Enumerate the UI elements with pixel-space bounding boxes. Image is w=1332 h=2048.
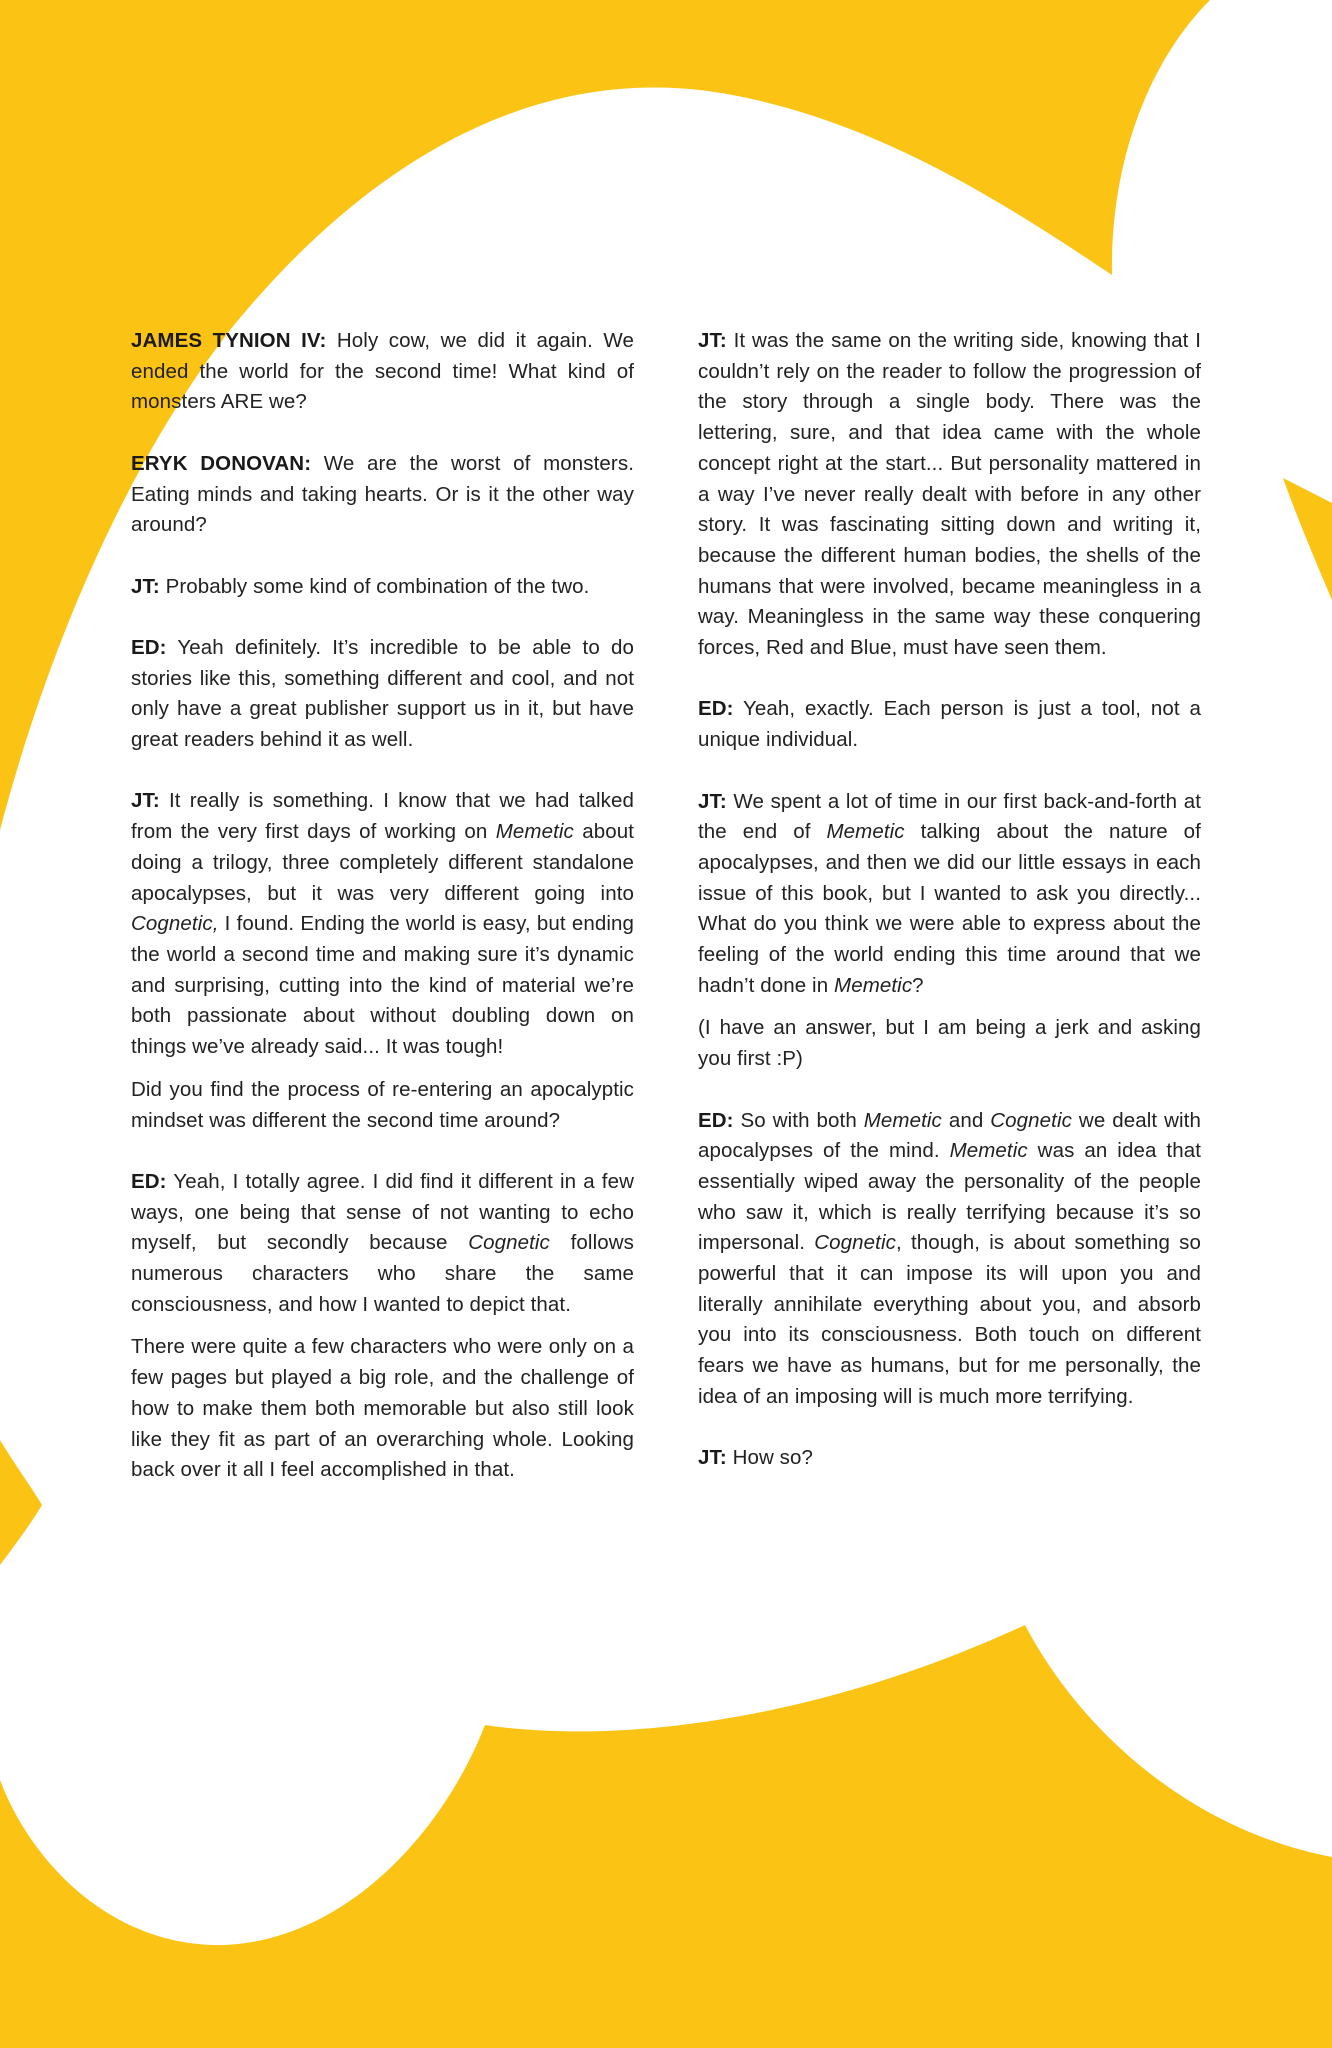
paragraph-text: about doing a trilogy, three completely different standalone apocalypses, but it was very different going into (131, 820, 634, 905)
interview-paragraph (698, 787, 1201, 1002)
interview-paragraph-continuation (131, 1332, 634, 1486)
speaker-label: JT: (698, 329, 727, 352)
interview-paragraph (131, 449, 634, 541)
paragraph-text: How so? (726, 1446, 814, 1470)
paragraph-text: It was the same on the writing side, knowing that I couldn’t rely on the reader to follow the progression of the story through a single body. There was the lettering, sure, and that idea came with the whole concept right at the start... But personality mattered in a way I’ve never really dealt with before in any other story. It was fascinating sitting down and writing it, because the different human bodies, the shells of the humans that were involved, became meaningless in a way. Meaningless in the same way these conquering forces, Red and Blue, must have seen them. (698, 329, 1201, 660)
interview-paragraph-continuation (698, 1013, 1201, 1074)
interview-paragraph (131, 1167, 634, 1321)
title-reference: Memetic (863, 1108, 942, 1132)
paragraph-text: we dealt with apocalypses of the mind. (698, 1108, 1201, 1163)
speaker-label: JAMES TYNION IV: (131, 329, 327, 352)
interview-paragraph (698, 1106, 1201, 1413)
paragraph-text: Holy cow, we did it again. We ended the world for the second time! What kind of monsters ARE we? (131, 329, 634, 414)
paragraph-text: Yeah definitely. It’s incredible to be able to do stories like this, something different and cool, and not only have a great publisher support us in it, but have great readers behind it as well. (131, 635, 634, 752)
interview-paragraph (698, 694, 1201, 755)
title-reference: Memetic (949, 1139, 1028, 1163)
speaker-label: JT: (698, 1446, 727, 1470)
title-reference: Memetic (826, 820, 905, 844)
bottom-yellow-shape (0, 1625, 1332, 2048)
speaker-label: JT: (698, 789, 727, 813)
title-reference: Memetic (834, 973, 913, 997)
paragraph-text: It really is something. I know that we had talked from the very first days of working on (131, 789, 634, 844)
left-yellow-wedge (0, 1440, 42, 1565)
interview-paragraph (698, 1443, 1201, 1474)
speaker-label: JT: (131, 574, 160, 598)
speaker-label: ED: (131, 1169, 167, 1193)
speaker-label: JT: (131, 789, 160, 813)
title-reference: Memetic (495, 820, 574, 844)
paragraph-text: We are the worst of monsters. Eating minds and taking hearts. Or is it the other way around? (131, 451, 634, 537)
speaker-label: ED: (698, 697, 734, 721)
interview-paragraph (698, 326, 1201, 664)
paragraph-text: and (941, 1108, 991, 1132)
paragraph-text: Yeah, exactly. Each person is just a tool, not a unique individual. (698, 697, 1201, 752)
paragraph-text: Yeah, I totally agree. I did find it different in a few ways, one being that sense of not wanting to echo myself, but secondly because (131, 1169, 634, 1255)
interview-paragraph-continuation (131, 1075, 634, 1136)
interview-left-column (131, 326, 634, 1486)
interview-paragraph (131, 572, 634, 603)
paragraph-text: Did you find the process of re-entering an apocalyptic mindset was different the second time around? (131, 1077, 634, 1132)
title-reference: Cognetic, (131, 912, 219, 936)
interview-paragraph (131, 633, 634, 756)
paragraph-text: (I have an answer, but I am being a jerk and asking you first :P) (698, 1016, 1201, 1071)
paragraph-text: , though, is about something so powerful that it can impose its will upon you and literally annihilate everything about you, and absorb you into its consciousness. Both touch on different fears we have as humans, but for me personally, the idea of an imposing will is much more terrifying. (698, 1231, 1201, 1408)
paragraph-text: Probably some kind of combination of the two. (159, 574, 590, 598)
paragraph-text: talking about the nature of apocalypses, and then we did our little essays in each issue of this book, but I wanted to ask you directly... What do you think we were able to express about the feeling of the world ending this time around that we hadn’t done in (698, 820, 1201, 997)
paragraph-text: So with both (733, 1108, 864, 1132)
paragraph-text: We spent a lot of time in our first back-and-forth at the end of (698, 789, 1201, 844)
paragraph-text: I found. Ending the world is easy, but ending the world a second time and making sure it’s dynamic and surprising, cutting into the kind of material we’re both passionate about without doubling down on things we’ve already said... It was tough! (131, 912, 634, 1059)
title-reference: Cognetic (468, 1231, 550, 1255)
paragraph-text: follows numerous characters who share the same consciousness, and how I wanted to depict that. (131, 1231, 634, 1316)
paragraph-text: ? (912, 973, 924, 997)
speaker-label: ED: (131, 635, 167, 659)
interview-paragraph (131, 326, 634, 418)
speaker-label: ERYK DONOVAN: (131, 451, 312, 475)
right-yellow-wedge (1283, 478, 1332, 600)
title-reference: Cognetic (990, 1108, 1072, 1132)
paragraph-text: was an idea that essentially wiped away the personality of the people who saw it, which is really terrifying because it’s so impersonal. (698, 1139, 1201, 1255)
speaker-label: ED: (698, 1108, 734, 1132)
interview-paragraph (131, 786, 634, 1062)
title-reference: Cognetic (814, 1231, 896, 1255)
paragraph-text: There were quite a few characters who were only on a few pages but played a big role, and the challenge of how to make them both memorable but also still look like they fit as part of an overarching whole. Looking back over it all I feel accomplished in that. (131, 1335, 634, 1482)
interview-right-column (698, 326, 1201, 1474)
